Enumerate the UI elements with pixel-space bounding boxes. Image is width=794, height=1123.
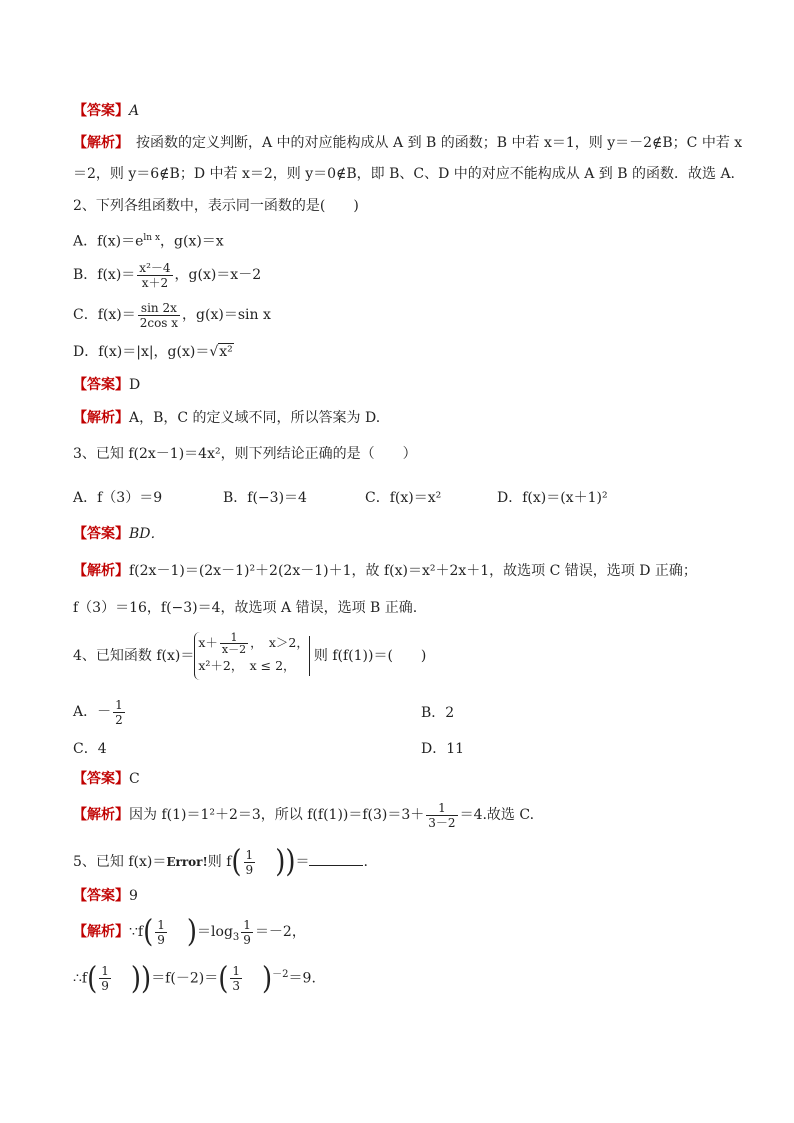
analysis-tag: 【解析】 bbox=[73, 807, 129, 823]
denominator: x＋2 bbox=[137, 275, 172, 290]
q3-option-d: D．f(x)＝(x＋1)² bbox=[497, 490, 608, 506]
answer-line-4 bbox=[73, 769, 140, 789]
left-paren: ( bbox=[218, 960, 229, 997]
numerator: 1 bbox=[232, 964, 240, 979]
analysis-tag: 【解析】 bbox=[73, 924, 129, 940]
right-paren: )) bbox=[275, 844, 296, 880]
radicand: x² bbox=[219, 344, 233, 360]
fraction bbox=[230, 964, 242, 993]
analysis-text: 按函数的定义判断，A 中的对应能构成从 A 到 B 的函数；B 中若 x＝1，则 y＝－2∉B；C 中若 x bbox=[122, 135, 743, 151]
fraction bbox=[155, 918, 167, 947]
numerator: sin 2x bbox=[140, 300, 177, 315]
analysis-text: ＝2，则 y＝6∉B；D 中若 x＝2，则 y＝0∉B，即 B、C、D 中的对应不能构成从 A 到 B 的函数．故选 A. bbox=[73, 166, 736, 182]
q4-option-c: C．4 bbox=[73, 741, 107, 757]
answer-line-2 bbox=[73, 375, 140, 395]
denominator: 9 bbox=[243, 932, 251, 947]
answer-value: A bbox=[129, 103, 140, 119]
analysis-tag: 【解析】 bbox=[73, 135, 122, 151]
numerator: 1 bbox=[243, 917, 251, 932]
analysis-text: A，B，C 的定义域不同，所以答案为 D. bbox=[129, 410, 381, 426]
question-text: 则 f(f(1))＝( ) bbox=[313, 648, 427, 664]
numerator: x²－4 bbox=[139, 260, 171, 275]
exponent: ln x bbox=[143, 233, 161, 243]
denominator: 9 bbox=[101, 979, 109, 994]
denominator: 9 bbox=[157, 932, 165, 947]
question-text: 3、已知 f(2x－1)＝4x²，则下列结论正确的是（ ） bbox=[73, 446, 417, 462]
error-text: Error! bbox=[166, 855, 208, 869]
question-text: . bbox=[363, 854, 368, 870]
question-text: 4、已知函数 f(x)＝ bbox=[73, 648, 195, 664]
denominator: 2cos x bbox=[139, 315, 179, 330]
analysis-line-5a bbox=[73, 915, 306, 955]
analysis-text: ∴f bbox=[73, 970, 88, 987]
right-paren: ) bbox=[186, 914, 198, 950]
q4-option-b: B．2 bbox=[421, 705, 455, 721]
q2-option-d bbox=[73, 342, 234, 362]
numerator: 1 bbox=[101, 964, 109, 979]
case-condition: ， x＞2， bbox=[250, 635, 309, 650]
analysis-text: ＝－2， bbox=[254, 924, 306, 940]
fraction bbox=[99, 964, 111, 993]
question-2 bbox=[73, 196, 359, 216]
answer-blank bbox=[309, 851, 363, 866]
option-text: A．f(x)＝e bbox=[73, 233, 144, 250]
q3-option-c: C．f(x)＝x² bbox=[365, 490, 442, 506]
fraction bbox=[220, 632, 248, 655]
answer-line-1 bbox=[73, 101, 139, 121]
analysis-text: f(2x－1)＝(2x－1)²＋2(2x－1)＋1，故 f(x)＝x²＋2x＋1，故选项 C 错误，选项 D 正确； bbox=[129, 563, 697, 579]
answer-tag: 【答案】 bbox=[73, 526, 129, 542]
answer-tag: 【答案】 bbox=[73, 377, 129, 393]
answer-tag: 【答案】 bbox=[73, 771, 129, 787]
q2-option-b bbox=[73, 258, 261, 292]
numerator: 1 bbox=[245, 847, 254, 862]
question-3 bbox=[73, 444, 417, 464]
question-4 bbox=[73, 630, 426, 686]
question-5 bbox=[73, 845, 368, 879]
option-text: ，g(x)＝x bbox=[160, 233, 224, 250]
right-paren: ) bbox=[262, 960, 273, 997]
left-paren: ( bbox=[231, 844, 242, 880]
option-text: A．－ bbox=[73, 704, 112, 720]
answer-value: 9 bbox=[129, 888, 138, 904]
piecewise-brace bbox=[194, 632, 309, 680]
analysis-line-5b bbox=[73, 958, 316, 996]
option-text: ，g(x)＝x－2 bbox=[174, 267, 262, 283]
option-text: D．f(x)＝|x|，g(x)＝ bbox=[73, 344, 210, 360]
answer-value: C bbox=[129, 771, 140, 787]
numerator: 1 bbox=[438, 800, 446, 815]
denominator: 9 bbox=[245, 862, 254, 877]
fraction bbox=[241, 918, 253, 947]
left-paren: ( bbox=[143, 914, 154, 950]
question-text: 5、已知 f(x)＝ bbox=[73, 854, 167, 870]
numerator: 1 bbox=[115, 697, 123, 712]
option-text: C．f(x)＝ bbox=[73, 307, 136, 323]
numerator: 1 bbox=[157, 917, 165, 932]
option-text: B．f(x)＝ bbox=[73, 267, 136, 283]
question-text: 2、下列各组函数中，表示同一函数的是( ) bbox=[73, 198, 359, 214]
left-paren: ( bbox=[87, 960, 98, 997]
q2-option-a bbox=[73, 228, 224, 252]
analysis-text: ∵f bbox=[129, 924, 144, 940]
analysis-line-2 bbox=[73, 408, 380, 428]
analysis-line-1a bbox=[73, 133, 742, 153]
q3-option-b: B．f(−3)＝4 bbox=[223, 490, 307, 506]
analysis-line-1b bbox=[73, 164, 735, 184]
analysis-tag: 【解析】 bbox=[73, 410, 129, 426]
answer-value: D bbox=[129, 377, 141, 393]
analysis-line-3a bbox=[73, 561, 697, 581]
option-text: ，g(x)＝sin x bbox=[182, 307, 271, 323]
denominator: x－2 bbox=[221, 643, 247, 656]
fraction bbox=[138, 301, 180, 330]
denominator: 3－2 bbox=[428, 815, 456, 830]
brace-close bbox=[309, 636, 310, 676]
analysis-text: ＝9. bbox=[288, 970, 316, 987]
fraction bbox=[244, 848, 256, 877]
case-1 bbox=[198, 632, 309, 655]
fraction bbox=[113, 698, 125, 727]
analysis-text: ＝f(－2)＝ bbox=[151, 970, 219, 987]
case-text: x＋ bbox=[198, 635, 218, 650]
q4-option-a bbox=[73, 695, 127, 729]
answer-line-5 bbox=[73, 886, 138, 906]
sqrt: √x² bbox=[209, 344, 233, 360]
analysis-text: f（3）＝16，f(−3)＝4，故选项 A 错误，选项 B 正确. bbox=[73, 600, 418, 616]
numerator: 1 bbox=[230, 631, 238, 644]
analysis-text: 因为 f(1)＝1²＋2＝3，所以 f(f(1))＝f(3)＝3＋ bbox=[129, 807, 425, 823]
fraction bbox=[137, 261, 172, 290]
denominator: 3 bbox=[232, 979, 240, 994]
log-base: 3 bbox=[232, 931, 240, 943]
answer-tag: 【答案】 bbox=[73, 103, 129, 119]
analysis-tag: 【解析】 bbox=[73, 563, 129, 579]
analysis-text: ＝4.故选 C. bbox=[459, 807, 535, 823]
analysis-line-3b bbox=[73, 598, 417, 618]
analysis-text: ＝log bbox=[197, 924, 233, 940]
fraction bbox=[426, 801, 457, 830]
analysis-line-4 bbox=[73, 798, 534, 832]
denominator: 2 bbox=[115, 712, 123, 727]
answer-value: BD． bbox=[129, 526, 165, 542]
question-text: ＝ bbox=[295, 854, 310, 870]
q2-option-c bbox=[73, 298, 271, 332]
answer-line-3 bbox=[73, 524, 165, 544]
q4-option-d: D．11 bbox=[421, 741, 465, 757]
q3-option-a: A．f（3）＝9 bbox=[73, 490, 163, 506]
exponent: －2 bbox=[272, 969, 289, 980]
right-paren: )) bbox=[130, 960, 152, 997]
question-text: 则 f bbox=[207, 854, 232, 870]
case-2: x²＋2， x ≤ 2， bbox=[198, 658, 296, 673]
answer-tag: 【答案】 bbox=[73, 888, 129, 904]
